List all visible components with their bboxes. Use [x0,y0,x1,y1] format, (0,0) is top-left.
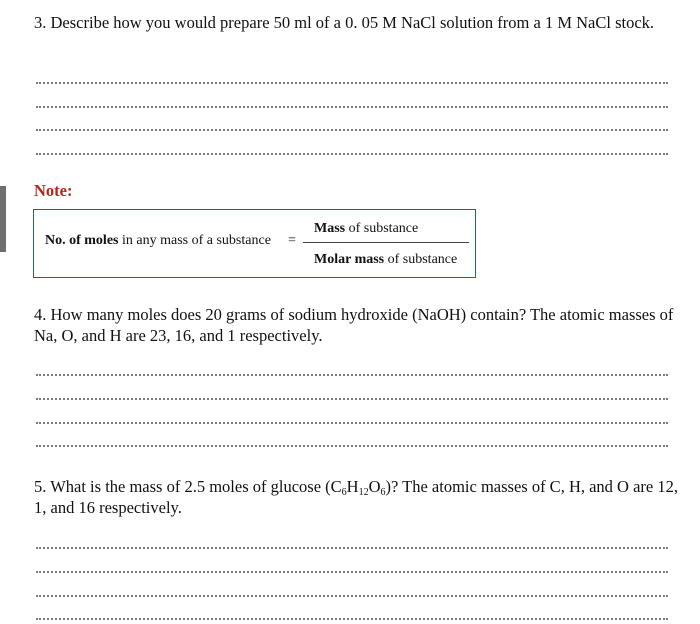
answer-line[interactable] [36,129,668,131]
question-3 [34,12,684,33]
element-h: H [346,477,359,496]
answer-line[interactable] [36,422,668,424]
answer-line[interactable] [36,153,668,155]
answer-line[interactable] [36,595,668,597]
question-5-before: 5. What is the mass of 2.5 moles of glucose (C [34,477,342,496]
answer-line[interactable] [36,618,668,620]
formula-denominator-rest: of substance [384,252,458,267]
element-o: O [368,477,381,496]
subscript-oxygen: 6 [380,487,386,498]
answer-line[interactable] [36,374,668,376]
subscript-carbon: 6 [341,487,347,498]
formula-equals: = [288,233,296,248]
formula-box [33,209,476,278]
answer-line[interactable] [36,106,668,108]
question-5-after: )? The atomic masses of C, H, and O are 12, 1, and 16 respectively. [34,477,678,517]
formula-numerator-bold: Mass [314,221,346,236]
question-4 [34,304,684,346]
question-5 [34,476,684,518]
formula-numerator-rest: of substance [345,221,419,236]
question-3-text: 3. Describe how you would prepare 50 ml of a 0. 05 M NaCl solution from a 1 M NaCl stock. [34,13,655,32]
formula-numerator [314,221,418,237]
answer-line[interactable] [36,547,668,549]
fraction-bar [303,242,469,243]
answer-line[interactable] [36,445,668,447]
question-4-text: 4. How many moles does 20 grams of sodium hydroxide (NaOH) contain? The atomic masses of Na, O, and H are 23, 16, and 1 respectively. [34,305,674,345]
formula-lhs-bold: No. of moles [45,233,119,248]
formula-lhs [45,233,271,249]
formula-denominator [314,252,457,268]
answer-line[interactable] [36,398,668,400]
note-title: Note: [34,181,73,200]
subscript-hydrogen: 12 [358,487,369,498]
scroll-indicator[interactable] [0,186,6,252]
formula-denominator-bold: Molar mass [314,252,385,267]
answer-line[interactable] [36,82,668,84]
answer-line[interactable] [36,571,668,573]
formula-lhs-rest: in any mass of a substance [118,233,271,248]
